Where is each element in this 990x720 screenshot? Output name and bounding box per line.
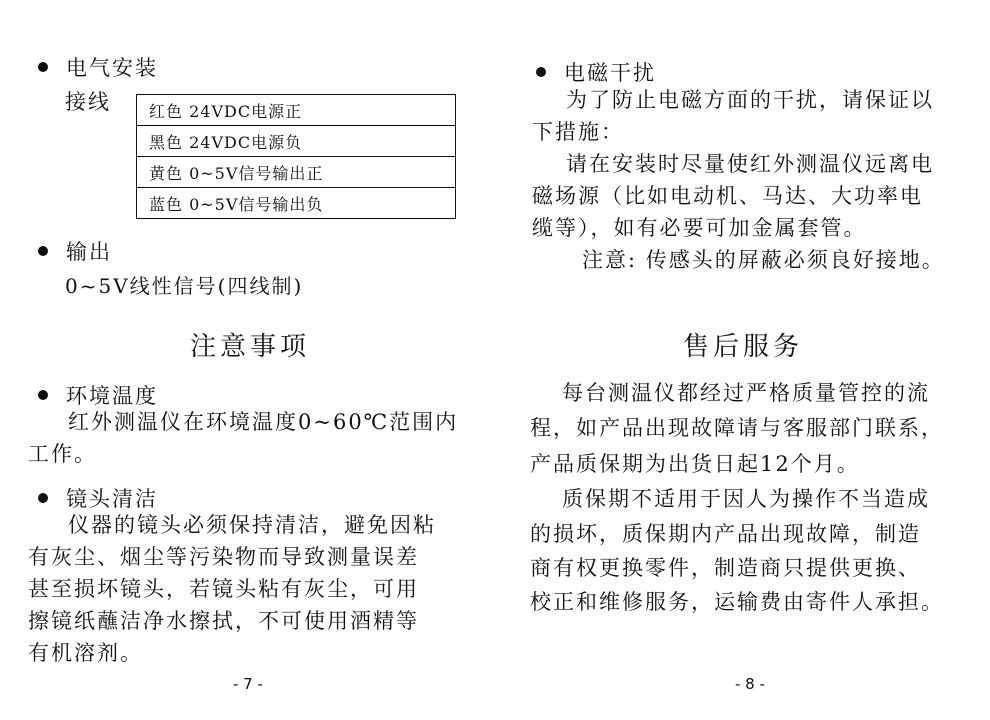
heading-text: 电磁干扰 (564, 61, 656, 85)
heading-text: 输出 (66, 240, 112, 264)
table-row (137, 157, 456, 188)
output-text: 0~5V线性信号(四线制) (65, 274, 304, 298)
bullet-icon (536, 67, 546, 77)
paragraph-line: 每台测温仪都经过严格质量管控的流 (562, 381, 930, 405)
page-number: - 7 - (233, 675, 263, 693)
table-cell: 蓝色 0~5V信号输出负 (137, 188, 456, 219)
table-cell: 黑色 24VDC电源负 (137, 126, 456, 157)
paragraph-line: 红外测温仪在环境温度0~60℃范围内 (68, 410, 459, 434)
paragraph-line: 质保期不适用于因人为操作不当造成 (562, 487, 930, 511)
paragraph-line: 擦镜纸蘸洁净水擦拭，不可使用酒精等 (28, 609, 419, 633)
heading-output (38, 236, 112, 266)
paragraph-line: 有灰尘、烟尘等污染物而导致测量误差 (28, 545, 419, 569)
paragraph-line: 甚至损坏镜头，若镜头粘有灰尘，可用 (28, 577, 419, 601)
paragraph-line: 请在安装时尽量使红外测温仪远离电 (566, 152, 934, 176)
paragraph-line: 程，如产品出现故障请与客服部门联系， (530, 416, 944, 440)
table-cell: 黄色 0~5V信号输出正 (137, 157, 456, 188)
page-number: - 8 - (735, 675, 765, 693)
paragraph-line: 磁场源（比如电动机、马达、大功率电 (532, 184, 923, 208)
paragraph-line: 下措施： (532, 120, 624, 144)
bullet-icon (38, 493, 48, 503)
section-title-service: 售后服务 (683, 332, 804, 362)
paragraph-line: 仪器的镜头必须保持清洁，避免因粘 (68, 513, 436, 537)
heading-text: 环境温度 (66, 384, 158, 408)
paragraph-line: 有机溶剂。 (28, 641, 143, 665)
paragraph-line: 为了防止电磁方面的干扰，请保证以 (566, 88, 934, 112)
paragraph-line: 商有权更换零件，制造商只提供更换、 (530, 556, 921, 580)
table-cell: 红色 24VDC电源正 (137, 95, 456, 126)
wiring-table (136, 94, 456, 219)
paragraph-line: 缆等），如有必要可加金属套管。 (532, 216, 867, 240)
paragraph-line: 的损坏，质保期内产品出现故障，制造 (530, 522, 921, 546)
paragraph-line: 注意: 传感头的屏蔽必须良好接地。 (582, 248, 945, 272)
wiring-label: 接线 (65, 90, 111, 114)
paragraph-line: 校正和维修服务，运输费由寄件人承担。 (530, 590, 944, 614)
table-row (137, 95, 456, 126)
bullet-icon (38, 390, 48, 400)
bullet-icon (38, 62, 48, 72)
heading-emi (536, 57, 656, 87)
bullet-icon (38, 246, 48, 256)
table-row (137, 188, 456, 219)
paragraph-line: 工作。 (28, 442, 97, 466)
table-row (137, 126, 456, 157)
section-title-notes: 注意事项 (190, 332, 311, 362)
heading-text: 电气安装 (66, 56, 158, 80)
heading-text: 镜头清洁 (66, 487, 158, 511)
paragraph-line: 产品质保期为出货日起12个月。 (530, 452, 860, 476)
heading-electrical-install (38, 52, 158, 82)
